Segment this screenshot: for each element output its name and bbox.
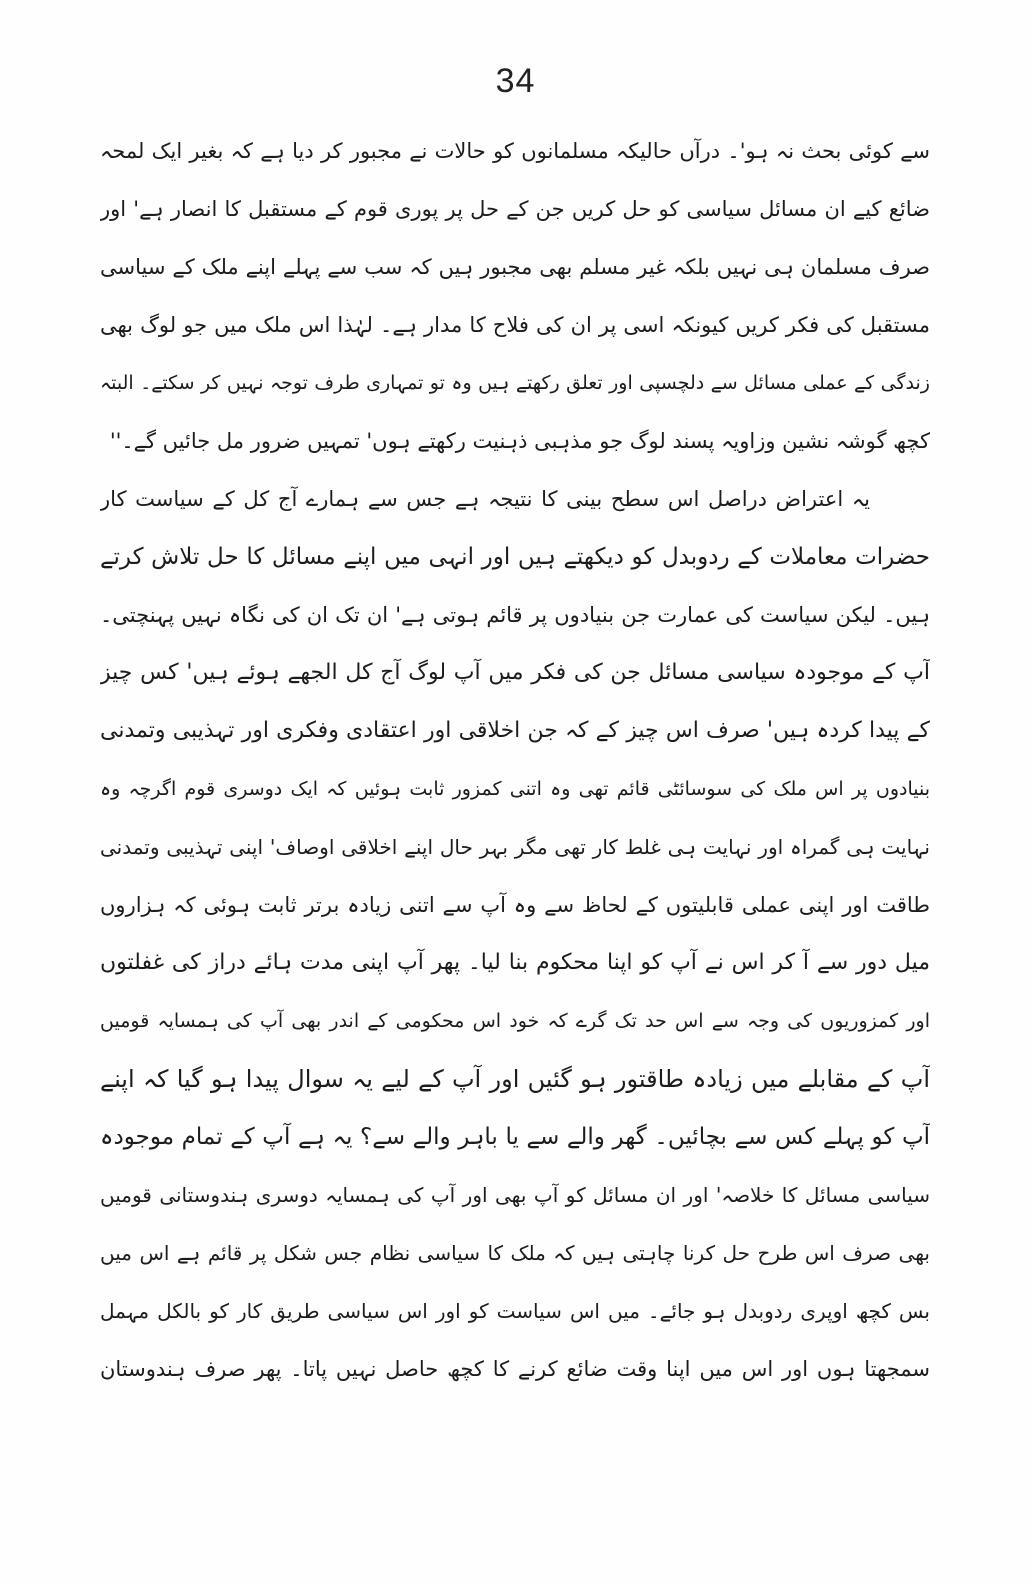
text-line: بس کچھ اوپری ردوبدل ہو جائے۔ میں اس سیاست کو اور اس سیاسی طریق کار کو بالکل مہمل [100,1299,930,1323]
text-line: ضائع کیے ان مسائل سیاسی کو حل کریں جن کے حل پر پوری قوم کے مستقبل کا انصار ہے' اور [100,197,930,221]
text-line: مستقبل کی فکر کریں کیونکہ اسی پر ان کی فلاح کا مدار ہے۔ لہٰذا اس ملک میں جو لوگ بھی [100,313,930,337]
page-number: 34 [495,62,536,100]
text-line: کے پیدا کردہ ہیں' صرف اس چیز کے کہ جن اخلاقی اور اعتقادی وفکری اور تہذیبی وتمدنی [100,718,930,743]
text-line: ہیں۔ لیکن سیاست کی عمارت جن بنیادوں پر قائم ہوتی ہے' ان تک ان کی نگاہ نہیں پہنچتی۔ [100,603,930,627]
text-line: نہایت ہی گمراہ اور نہایت ہی غلط کار تھی مگر بہر حال اپنے اخلاقی اوصاف' اپنی تہذیبی وتمدنی [100,835,930,859]
text-line: صرف مسلمان ہی نہیں بلکہ غیر مسلم بھی مجبور ہیں کہ سب سے پہلے اپنے ملک کے سیاسی [100,255,930,279]
text-line: آپ کے مقابلے میں زیادہ طاقتور ہو گئیں اور آپ کے لیے یہ سوال پیدا ہو گیا کہ اپنے [100,1065,930,1093]
text-line: زندگی کے عملی مسائل سے دلچسپی اور تعلق رکھتے ہیں وہ تو تمہاری طرف توجہ نہیں کر سکتے۔ البتہ [100,372,930,394]
text-line: سمجھتا ہوں اور اس میں اپنا وقت ضائع کرنے کا کچھ حاصل نہیں پاتا۔ پھر صرف ہندوستان [100,1357,930,1381]
body-text [100,122,930,1398]
text-line: بھی صرف اس طرح حل کرنا چاہتی ہیں کہ ملک کا سیاسی نظام جس شکل پر قائم ہے اس میں [100,1241,930,1265]
text-line: آپ کے موجودہ سیاسی مسائل جن کی فکر میں آپ لوگ آج کل الجھے ہوئے ہیں' کس چیز [100,660,930,685]
text-line: سے کوئی بحث نہ ہو'۔ درآں حالیکہ مسلمانوں کو حالات نے مجبور کر دیا ہے کہ بغیر ایک لمحہ [100,139,930,163]
text-line: سیاسی مسائل کا خلاصہ' اور ان مسائل کو آپ بھی اور آپ کی ہمسایہ دوسری ہندوستانی قومیں [100,1183,930,1207]
text-line: بنیادوں پر اس ملک کی سوسائٹی قائم تھی وہ اتنی کمزور ثابت ہوئیں کہ ایک دوسری قوم اگرچہ وہ [100,778,930,800]
text-line: اور کمزوریوں کی وجہ سے اس حد تک گرے کہ خود اس محکومی کے اندر بھی آپ کی ہمسایہ قومیں [100,1010,930,1032]
text-line: یہ اعتراض دراصل اس سطح بینی کا نتیجہ ہے جس سے ہمارے آج کل کے سیاست کار [100,487,870,511]
text-line: طاقت اور اپنی عملی قابلیتوں کے لحاظ سے وہ آپ سے اتنی زیادہ برتر ثابت ہوئی کہ ہزاروں [100,893,930,917]
text-line: میل دور سے آ کر اس نے آپ کو اپنا محکوم بنا لیا۔ پھر آپ اپنی مدت ہائے دراز کی غفلتوں [100,950,930,975]
text-line: آپ کو پہلے کس سے بچائیں۔ گھر والے سے یا باہر والے سے؟ یہ ہے آپ کے تمام موجودہ [100,1124,930,1150]
text-line: کچھ گوشہ نشین وزاویہ پسند لوگ جو مذہبی ذہنیت رکھتے ہوں' تمہیں ضرور مل جائیں گے۔'' [109,429,930,453]
text-line: حضرات معاملات کے ردوبدل کو دیکھتے ہیں اور انہی میں اپنے مسائل کا حل تلاش کرتے [100,544,930,570]
